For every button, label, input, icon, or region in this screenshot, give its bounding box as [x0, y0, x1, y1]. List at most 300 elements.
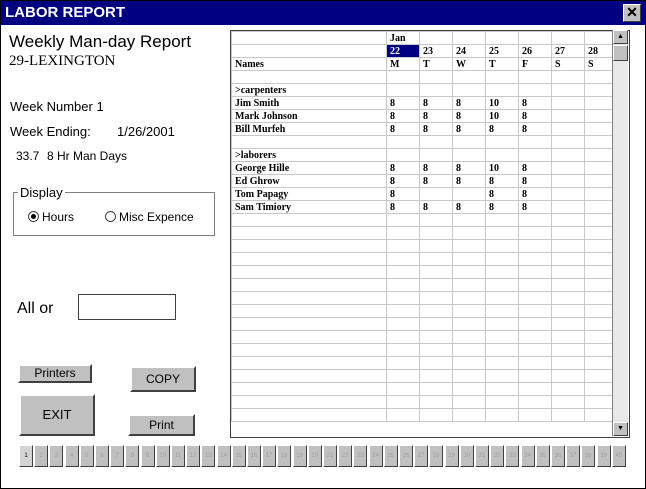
week-tab[interactable]: 5 [80, 445, 94, 467]
grid-cell[interactable]: Jan [387, 32, 420, 45]
grid-cell[interactable] [519, 32, 552, 45]
week-tab[interactable]: 32 [490, 445, 504, 467]
grid-cell[interactable] [486, 370, 519, 383]
all-or-label: All or [17, 300, 54, 317]
grid-section-row [232, 149, 618, 162]
week-tab[interactable]: 6 [95, 445, 109, 467]
grid-cell[interactable] [420, 136, 453, 149]
grid-name-cell[interactable] [232, 292, 387, 305]
week-tab[interactable]: 3 [49, 445, 63, 467]
grid-cell[interactable] [552, 344, 585, 357]
grid-cell[interactable] [486, 71, 519, 84]
grid-cell[interactable]: S [552, 58, 585, 71]
grid-name-cell[interactable] [232, 45, 387, 58]
grid-row [232, 253, 618, 266]
grid-cell[interactable] [420, 84, 453, 97]
grid-cell[interactable] [519, 383, 552, 396]
grid-section-row [232, 84, 618, 97]
grid-cell[interactable]: 8 [519, 97, 552, 110]
grid-cell[interactable] [519, 292, 552, 305]
week-tab[interactable]: 18 [277, 445, 291, 467]
grid-cell[interactable]: S [585, 58, 618, 71]
grid-cell[interactable] [552, 370, 585, 383]
grid-cell[interactable] [387, 214, 420, 227]
grid-name-cell[interactable] [232, 71, 387, 84]
grid-cell[interactable] [519, 227, 552, 240]
grid-cell[interactable]: 8 [387, 110, 420, 123]
grid-row [232, 279, 618, 292]
grid-cell[interactable] [552, 149, 585, 162]
grid-name-cell[interactable]: >laborers [232, 149, 387, 162]
grid-cell[interactable] [552, 175, 585, 188]
grid-name-cell[interactable] [232, 136, 387, 149]
grid-cell[interactable] [420, 383, 453, 396]
grid-row [232, 357, 618, 370]
grid-cell[interactable] [552, 162, 585, 175]
grid-cell[interactable] [519, 240, 552, 253]
grid-cell[interactable] [519, 344, 552, 357]
grid-cell[interactable] [486, 409, 519, 422]
grid-cell[interactable] [552, 409, 585, 422]
grid-cell[interactable] [486, 253, 519, 266]
grid-cell[interactable]: 8 [387, 201, 420, 214]
week-tab[interactable]: 34 [521, 445, 535, 467]
grid-row [232, 409, 618, 422]
grid-name-cell[interactable] [232, 318, 387, 331]
week-tab[interactable]: 19 [293, 445, 307, 467]
grid-cell[interactable] [453, 253, 486, 266]
grid-name-cell[interactable]: >carpenters [232, 84, 387, 97]
week-tab[interactable]: 33 [505, 445, 519, 467]
grid-cell[interactable] [552, 71, 585, 84]
grid-name-cell[interactable] [232, 266, 387, 279]
grid-cell[interactable] [486, 266, 519, 279]
grid-cell[interactable] [552, 84, 585, 97]
grid-cell[interactable] [387, 279, 420, 292]
grid-cell[interactable] [420, 240, 453, 253]
grid-cell[interactable] [453, 227, 486, 240]
week-tab[interactable]: 38 [581, 445, 595, 467]
week-tab[interactable]: 16 [247, 445, 261, 467]
grid-cell[interactable] [387, 305, 420, 318]
grid-cell[interactable]: 8 [420, 123, 453, 136]
grid-cell[interactable]: 8 [519, 123, 552, 136]
grid-row [232, 383, 618, 396]
grid-cell[interactable] [552, 227, 585, 240]
grid-cell[interactable]: 8 [420, 97, 453, 110]
display-group-label: Display [20, 185, 63, 200]
grid-cell[interactable]: 8 [486, 175, 519, 188]
week-tab[interactable]: 11 [171, 445, 185, 467]
grid-cell[interactable] [387, 136, 420, 149]
grid-cell[interactable] [420, 370, 453, 383]
grid-cell[interactable] [420, 396, 453, 409]
grid-cell[interactable] [387, 396, 420, 409]
week-tab[interactable]: 36 [551, 445, 565, 467]
grid-name-cell[interactable] [232, 253, 387, 266]
grid-cell[interactable] [453, 331, 486, 344]
grid-cell[interactable] [453, 344, 486, 357]
grid-cell[interactable] [453, 279, 486, 292]
grid-cell[interactable] [519, 318, 552, 331]
all-or-input[interactable] [78, 294, 176, 320]
grid-cell[interactable] [486, 214, 519, 227]
grid-cell[interactable] [420, 149, 453, 162]
week-tab[interactable]: 14 [217, 445, 231, 467]
grid-row [232, 292, 618, 305]
grid-cell[interactable]: T [486, 58, 519, 71]
grid-cell[interactable]: 8 [420, 162, 453, 175]
grid-cell[interactable] [453, 136, 486, 149]
week-tab[interactable]: 22 [338, 445, 352, 467]
grid-cell[interactable] [519, 370, 552, 383]
grid-cell[interactable] [486, 279, 519, 292]
grid-cell[interactable] [486, 32, 519, 45]
grid-cell[interactable] [486, 344, 519, 357]
grid-cell[interactable]: 8 [453, 97, 486, 110]
week-tab[interactable]: 25 [384, 445, 398, 467]
grid-cell[interactable]: 8 [519, 110, 552, 123]
grid-cell[interactable] [486, 357, 519, 370]
grid-cell[interactable] [387, 383, 420, 396]
grid-cell[interactable] [453, 188, 486, 201]
grid-name-cell[interactable]: Sam Timiory [232, 201, 387, 214]
grid-row [232, 240, 618, 253]
grid-cell[interactable] [519, 357, 552, 370]
window-title: LABOR REPORT [5, 4, 125, 21]
grid-cell[interactable] [486, 227, 519, 240]
grid-row [232, 318, 618, 331]
grid-cell[interactable]: 26 [519, 45, 552, 58]
grid-cell[interactable]: 24 [453, 45, 486, 58]
grid-cell[interactable]: 10 [486, 97, 519, 110]
grid-name-cell[interactable] [232, 383, 387, 396]
week-tab[interactable]: 28 [429, 445, 443, 467]
vertical-scrollbar[interactable] [612, 30, 628, 436]
grid-row [232, 370, 618, 383]
grid-name-cell[interactable] [232, 214, 387, 227]
grid-cell[interactable]: 8 [453, 175, 486, 188]
grid-cell[interactable] [453, 305, 486, 318]
grid-cell[interactable] [387, 71, 420, 84]
grid-cell[interactable] [420, 32, 453, 45]
scroll-down-arrow-icon[interactable]: ▼ [613, 422, 628, 436]
grid-cell[interactable]: 8 [420, 201, 453, 214]
grid-cell[interactable] [486, 84, 519, 97]
misc-expence-radio-label: Misc Expence [119, 210, 194, 224]
grid-header-row [232, 58, 618, 71]
client-area [1, 25, 645, 488]
week-tab[interactable]: 29 [445, 445, 459, 467]
week-tab[interactable]: 9 [141, 445, 155, 467]
grid-name-cell[interactable] [232, 409, 387, 422]
grid-name-cell[interactable] [232, 32, 387, 45]
hours-table [231, 31, 618, 422]
grid-cell[interactable] [420, 409, 453, 422]
grid-cell[interactable] [453, 214, 486, 227]
grid-cell[interactable] [387, 344, 420, 357]
grid-cell[interactable]: 8 [453, 110, 486, 123]
grid-cell[interactable] [552, 136, 585, 149]
grid-cell[interactable]: 10 [486, 110, 519, 123]
grid-cell[interactable] [453, 409, 486, 422]
grid-cell[interactable] [387, 318, 420, 331]
grid-cell[interactable] [453, 292, 486, 305]
grid-cell[interactable] [453, 84, 486, 97]
grid-cell[interactable]: F [519, 58, 552, 71]
grid-row [232, 266, 618, 279]
grid-cell[interactable] [453, 266, 486, 279]
week-ending-value: 1/26/2001 [117, 124, 175, 139]
grid-name-cell[interactable]: George Hille [232, 162, 387, 175]
week-tab[interactable]: 21 [323, 445, 337, 467]
grid-cell[interactable] [420, 227, 453, 240]
exit-button[interactable]: EXIT [19, 394, 95, 436]
grid-name-cell[interactable] [232, 305, 387, 318]
grid-cell[interactable] [486, 305, 519, 318]
table-row [232, 175, 618, 188]
grid-cell[interactable] [453, 318, 486, 331]
close-button[interactable]: ✕ [623, 4, 641, 22]
grid-cell[interactable] [552, 110, 585, 123]
grid-cell[interactable] [420, 305, 453, 318]
grid-cell[interactable] [453, 357, 486, 370]
grid-cell[interactable] [387, 227, 420, 240]
grid-cell[interactable] [552, 279, 585, 292]
hours-radio-label: Hours [42, 210, 75, 224]
grid-cell[interactable] [387, 409, 420, 422]
grid-cell[interactable]: 8 [420, 110, 453, 123]
grid-cell[interactable] [519, 84, 552, 97]
grid-cell[interactable] [552, 383, 585, 396]
grid-day-row [232, 45, 618, 58]
grid-cell[interactable] [453, 370, 486, 383]
grid-cell[interactable] [552, 188, 585, 201]
grid-cell[interactable]: 8 [387, 97, 420, 110]
grid-cell[interactable] [387, 240, 420, 253]
grid-cell[interactable] [552, 266, 585, 279]
week-tab[interactable]: 17 [262, 445, 276, 467]
grid-cell[interactable]: 8 [387, 175, 420, 188]
grid-cell[interactable] [387, 292, 420, 305]
grid-cell[interactable] [519, 279, 552, 292]
grid-cell[interactable] [552, 396, 585, 409]
hours-grid[interactable] [230, 30, 630, 438]
grid-cell[interactable]: 8 [387, 123, 420, 136]
week-tab[interactable]: 1 [19, 445, 33, 467]
week-tab[interactable]: 40 [612, 445, 626, 467]
grid-cell[interactable] [420, 292, 453, 305]
grid-cell[interactable] [552, 201, 585, 214]
grid-cell[interactable]: 10 [486, 162, 519, 175]
week-tab[interactable]: 27 [414, 445, 428, 467]
grid-cell[interactable] [420, 266, 453, 279]
grid-cell[interactable] [387, 149, 420, 162]
week-tab[interactable]: 10 [156, 445, 170, 467]
week-tab[interactable]: 2 [34, 445, 48, 467]
grid-cell[interactable]: 25 [486, 45, 519, 58]
grid-name-cell[interactable] [232, 227, 387, 240]
grid-cell[interactable] [420, 188, 453, 201]
grid-row [232, 331, 618, 344]
grid-cell[interactable] [453, 383, 486, 396]
grid-cell[interactable] [552, 97, 585, 110]
grid-cell[interactable] [420, 71, 453, 84]
grid-cell[interactable] [453, 32, 486, 45]
grid-cell[interactable] [519, 253, 552, 266]
copy-button[interactable]: COPY [130, 366, 196, 392]
grid-cell[interactable] [387, 370, 420, 383]
grid-cell[interactable] [552, 32, 585, 45]
scroll-thumb[interactable] [613, 45, 628, 61]
grid-cell[interactable] [486, 383, 519, 396]
grid-cell[interactable] [420, 357, 453, 370]
grid-cell[interactable] [486, 292, 519, 305]
week-tab[interactable]: 39 [597, 445, 611, 467]
grid-name-cell[interactable]: Mark Johnson [232, 110, 387, 123]
grid-name-cell[interactable] [232, 331, 387, 344]
grid-cell[interactable] [387, 266, 420, 279]
grid-name-cell[interactable] [232, 370, 387, 383]
week-tab[interactable]: 20 [308, 445, 322, 467]
grid-name-cell[interactable] [232, 279, 387, 292]
grid-cell[interactable]: 8 [519, 188, 552, 201]
grid-cell[interactable] [387, 331, 420, 344]
grid-cell[interactable] [519, 409, 552, 422]
grid-name-cell[interactable]: Bill Murfeh [232, 123, 387, 136]
grid-cell[interactable] [552, 331, 585, 344]
grid-cell[interactable] [552, 305, 585, 318]
grid-cell[interactable] [453, 240, 486, 253]
grid-name-cell[interactable] [232, 396, 387, 409]
grid-cell[interactable] [453, 396, 486, 409]
grid-name-cell[interactable] [232, 357, 387, 370]
grid-cell[interactable] [519, 396, 552, 409]
grid-cell[interactable] [387, 253, 420, 266]
week-tab[interactable]: 23 [353, 445, 367, 467]
grid-cell[interactable] [420, 214, 453, 227]
week-tab[interactable]: 13 [201, 445, 215, 467]
week-tab[interactable]: 7 [110, 445, 124, 467]
grid-cell[interactable]: 8 [387, 162, 420, 175]
grid-cell[interactable]: 27 [552, 45, 585, 58]
week-tab[interactable]: 12 [186, 445, 200, 467]
grid-cell[interactable] [519, 136, 552, 149]
grid-cell[interactable]: 8 [453, 123, 486, 136]
table-row [232, 110, 618, 123]
grid-cell[interactable]: 8 [453, 201, 486, 214]
grid-name-cell[interactable] [232, 240, 387, 253]
grid-cell[interactable]: 8 [486, 188, 519, 201]
grid-cell[interactable]: 8 [519, 175, 552, 188]
radio-selected-icon [28, 211, 39, 222]
grid-cell[interactable]: 8 [420, 175, 453, 188]
radio-unselected-icon [105, 211, 116, 222]
print-button[interactable]: Print [128, 414, 195, 436]
grid-cell[interactable] [420, 279, 453, 292]
week-tab[interactable]: 4 [65, 445, 79, 467]
printers-button[interactable]: Printers [18, 364, 92, 383]
grid-cell[interactable] [552, 357, 585, 370]
hours-radio[interactable] [28, 210, 74, 224]
table-row [232, 97, 618, 110]
week-tab[interactable]: 15 [232, 445, 246, 467]
grid-cell[interactable]: W [453, 58, 486, 71]
week-tab[interactable]: 26 [399, 445, 413, 467]
grid-cell[interactable] [420, 344, 453, 357]
grid-cell[interactable] [387, 357, 420, 370]
grid-cell[interactable]: 8 [519, 201, 552, 214]
grid-cell[interactable] [519, 266, 552, 279]
week-tab[interactable]: 30 [460, 445, 474, 467]
grid-cell[interactable] [519, 71, 552, 84]
grid-cell[interactable] [486, 331, 519, 344]
week-tab[interactable]: 8 [125, 445, 139, 467]
grid-cell[interactable]: T [420, 58, 453, 71]
grid-cell[interactable] [552, 292, 585, 305]
grid-row [232, 396, 618, 409]
grid-cell[interactable]: 8 [387, 188, 420, 201]
grid-cell[interactable] [519, 331, 552, 344]
man-days-label: 8 Hr Man Days [47, 149, 128, 163]
grid-cell[interactable] [519, 305, 552, 318]
scroll-up-arrow-icon[interactable]: ▲ [613, 30, 628, 44]
grid-cell[interactable]: 28 [585, 45, 618, 58]
misc-expence-radio[interactable] [105, 210, 194, 224]
grid-cell[interactable]: 22 [387, 45, 420, 58]
week-ending-label: Week Ending: [10, 124, 91, 139]
grid-cell[interactable] [420, 331, 453, 344]
grid-cell[interactable] [453, 71, 486, 84]
grid-name-cell[interactable]: Jim Smith [232, 97, 387, 110]
grid-month-row [232, 32, 618, 45]
grid-cell[interactable] [486, 136, 519, 149]
grid-cell[interactable] [552, 214, 585, 227]
grid-cell[interactable]: 8 [486, 123, 519, 136]
grid-cell[interactable]: 8 [486, 201, 519, 214]
grid-name-cell[interactable]: Ed Ghrow [232, 175, 387, 188]
grid-cell[interactable] [552, 240, 585, 253]
grid-cell[interactable] [420, 318, 453, 331]
grid-cell[interactable] [552, 253, 585, 266]
grid-cell[interactable] [519, 149, 552, 162]
grid-cell[interactable] [486, 396, 519, 409]
grid-cell[interactable] [486, 149, 519, 162]
man-days-value: 33.7 [16, 149, 40, 163]
grid-cell[interactable]: M [387, 58, 420, 71]
grid-name-cell[interactable]: Names [232, 58, 387, 71]
week-tab[interactable]: 24 [369, 445, 383, 467]
grid-cell[interactable]: 23 [420, 45, 453, 58]
grid-cell[interactable] [387, 84, 420, 97]
grid-cell[interactable] [552, 123, 585, 136]
week-tab[interactable]: 31 [475, 445, 489, 467]
week-tab[interactable]: 35 [536, 445, 550, 467]
grid-name-cell[interactable] [232, 344, 387, 357]
grid-cell[interactable] [486, 240, 519, 253]
grid-cell[interactable]: 8 [519, 162, 552, 175]
grid-cell[interactable] [486, 318, 519, 331]
grid-cell[interactable] [453, 149, 486, 162]
grid-cell[interactable] [519, 214, 552, 227]
grid-row [232, 214, 618, 227]
week-number: Week Number 1 [10, 99, 104, 114]
grid-name-cell[interactable]: Tom Papagy [232, 188, 387, 201]
grid-cell[interactable] [552, 318, 585, 331]
grid-cell[interactable]: 8 [453, 162, 486, 175]
week-tab[interactable]: 37 [566, 445, 580, 467]
grid-cell[interactable] [420, 253, 453, 266]
